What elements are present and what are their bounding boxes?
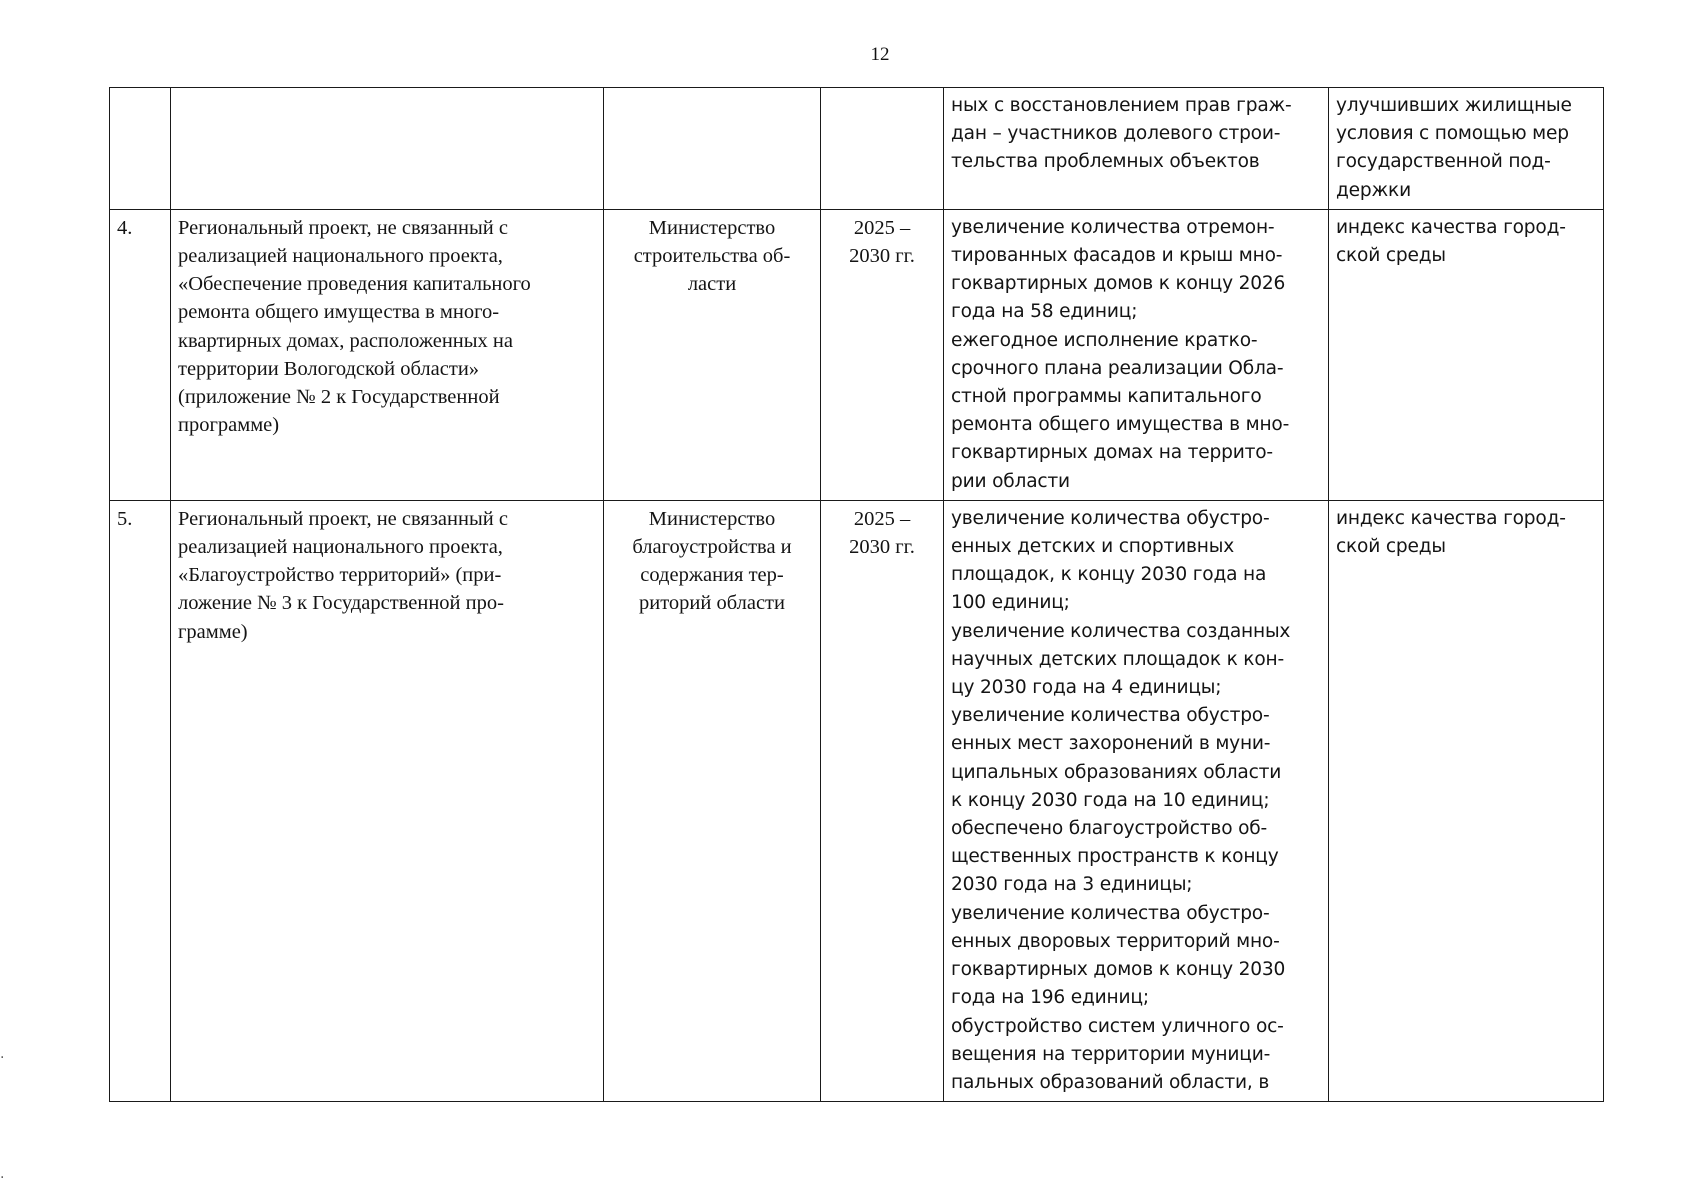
table-row [110, 500, 1604, 1101]
indicators-cell: улучшивших жилищные условия с помощью мер государственной под- держки [1329, 88, 1604, 210]
program-structure-table [109, 87, 1604, 1102]
expected-results-cell: увеличение количества отремон- тированных фасадов и крыш мно- гоквартирных домов к концу 2026 года на 58 единиц; ежегодное исполнение кратко- срочного плана реализации Обла- стной программы капитального ремонта общего имущества в мно- гоквартирных домах на террито- рии области [944, 209, 1329, 500]
row-number-cell: 5. [110, 500, 171, 1101]
table-row [110, 209, 1604, 500]
page-number: 12 [870, 44, 890, 65]
executor-cell: Министерство благоустройства и содержания тер- риторий области [604, 500, 821, 1101]
project-name-cell: Региональный проект, не связанный с реализацией национального проекта, «Обеспечение проведения капитального ремонта общего имущества в много- квартирных домах, расположенных на территории Вологодской области» (приложение № 2 к Государственной программе) [171, 209, 604, 500]
executor-cell [604, 88, 821, 210]
indicators-cell: индекс качества город- ской среды [1329, 500, 1604, 1101]
period-cell: 2025 – 2030 гг. [821, 500, 944, 1101]
indicators-cell: индекс качества город- ской среды [1329, 209, 1604, 500]
scan-margin-mark: · [0, 1170, 5, 1186]
period-cell [821, 88, 944, 210]
row-number-cell [110, 88, 171, 210]
period-cell: 2025 – 2030 гг. [821, 209, 944, 500]
scan-margin-mark: · [0, 1050, 5, 1066]
row-number-cell: 4. [110, 209, 171, 500]
project-name-cell [171, 88, 604, 210]
table-row [110, 88, 1604, 210]
expected-results-cell: увеличение количества обустро- енных детских и спортивных площадок, к концу 2030 года на 100 единиц; увеличение количества созданных научных детских площадок к кон- цу 2030 года на 4 единицы; увеличение количества обустро- енных мест захоронений в муни- ципальных образованиях области к концу 2030 года на 10 единиц; обеспечено благоустройство об- щественных пространств к концу 2030 года на 3 единицы; увеличение количества обустро- енных дворовых территорий мно- гоквартирных домов к концу 2030 года на 196 единиц; обустройство систем уличного ос- вещения на территории муници- пальных образований области, в [944, 500, 1329, 1101]
project-name-cell: Региональный проект, не связанный с реализацией национального проекта, «Благоустройство территорий» (при- ложение № 3 к Государственной про- грамме) [171, 500, 604, 1101]
expected-results-cell: ных с восстановлением прав граж- дан – участников долевого строи- тельства проблемных объектов [944, 88, 1329, 210]
executor-cell: Министерство строительства об- ласти [604, 209, 821, 500]
